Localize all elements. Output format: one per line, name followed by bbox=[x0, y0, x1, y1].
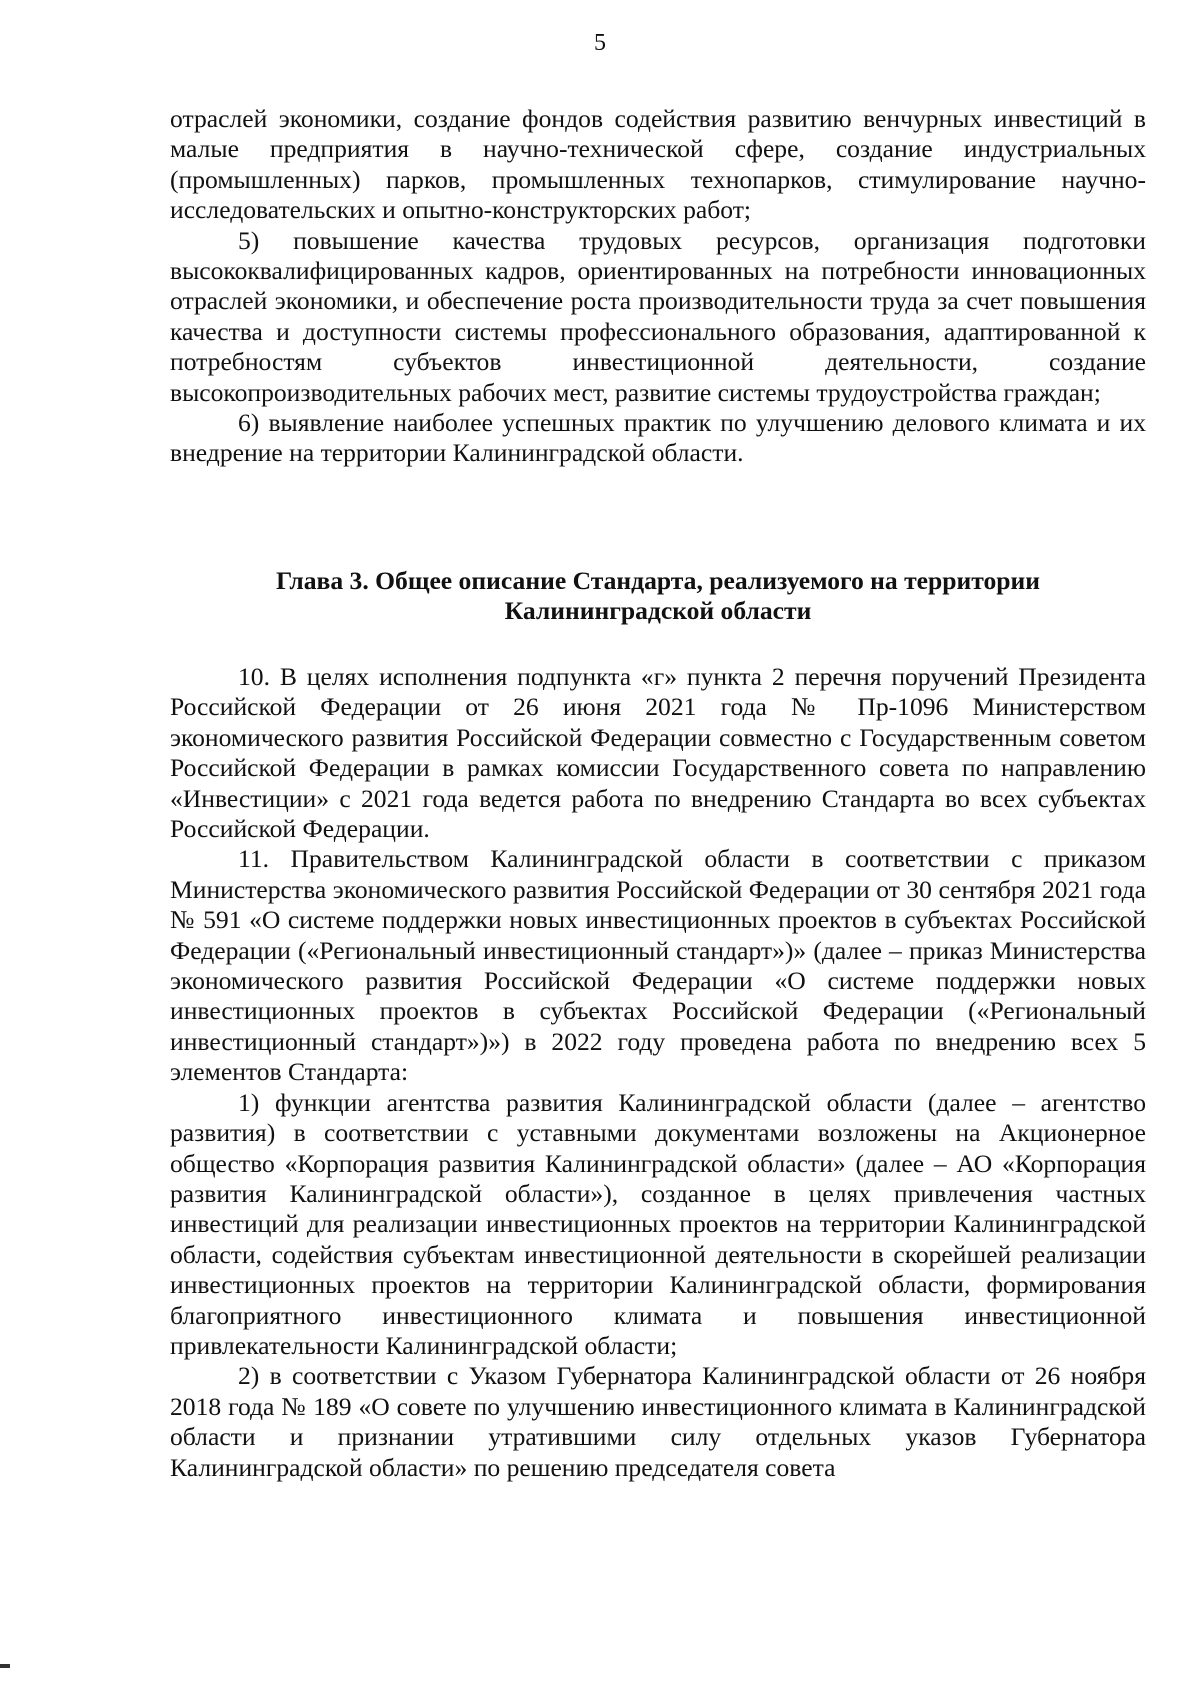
chapter-heading-line-2: Калининградской области bbox=[504, 596, 812, 626]
paragraph-clause-11: 11. Правительством Калининградской области в соответствии с приказом Министерства экономического развития Российской Федерации от 30 сентября 2021 года № 591 «О системе поддержки новых инвестиционных проектов в субъектах Российской Федерации («Региональный инвестиционный стандарт»)» (далее – приказ Министерства экономического развития Российской Федерации «О системе поддержки новых инвестиционных проектов в субъектах Российской Федерации («Региональный инвестиционный стандарт»)») в 2022 году проведена работа по внедрению всех 5 элементов Стандарта: bbox=[170, 844, 1146, 1087]
text-section-bottom bbox=[170, 662, 1146, 1483]
paragraph-subitem-1: 1) функции агентства развития Калининградской области (далее – агентство развития) в соответствии с уставными документами возложены на Акционерное общество «Корпорация развития Калининградской области» (далее – АО «Корпорация развития Калининградской области»), созданное в целях привлечения частных инвестиций для реализации инвестиционных проектов на территории Калининградской области, содействия субъектам инвестиционной деятельности в скорейшей реализации инвестиционных проектов на территории Калининградской области, формирования благоприятного инвестиционного климата и повышения инвестиционной привлекательности Калининградской области; bbox=[170, 1087, 1146, 1360]
page-number: 5 bbox=[594, 30, 606, 56]
chapter-heading-line-1: Глава 3. Общее описание Стандарта, реализуемого на территории bbox=[275, 566, 1041, 595]
text-section-top bbox=[170, 104, 1146, 469]
scan-margin-mark bbox=[0, 1664, 10, 1668]
paragraph-clause-10: 10. В целях исполнения подпункта «г» пункта 2 перечня поручений Президента Российской Федерации от 26 июня 2021 года № Пр-1096 Министерством экономического развития Российской Федерации совместно с Государственным советом Российской Федерации в рамках комиссии Государственного совета по направлению «Инвестиции» с 2021 года ведется работа по внедрению Стандарта во всех субъектах Российской Федерации. bbox=[170, 662, 1146, 844]
chapter-heading bbox=[170, 566, 1146, 627]
paragraph-item-6: 6) выявление наиболее успешных практик по улучшению делового климата и их внедрение на территории Калининградской области. bbox=[170, 408, 1146, 468]
paragraph-continuation: отраслей экономики, создание фондов содействия развитию венчурных инвестиций в малые предприятия в научно-технической сфере, создание индустриальных (промышленных) парков, промышленных технопарков, стимулирование научно-исследовательских и опытно-конструкторских работ; bbox=[170, 104, 1146, 225]
paragraph-subitem-2: 2) в соответствии с Указом Губернатора Калининградской области от 26 ноября 2018 года № 189 «О совете по улучшению инвестиционного климата в Калининградской области и признании утратившими силу отдельных указов Губернатора Калининградской области» по решению председателя совета bbox=[170, 1361, 1146, 1482]
paragraph-item-5: 5) повышение качества трудовых ресурсов, организация подготовки высококвалифицированных кадров, ориентированных на потребности инновационных отраслей экономики, и обеспечение роста производительности труда за счет повышения качества и доступности системы профессионального образования, адаптированной к потребностям субъектов инвестиционной деятельности, создание высокопроизводительных рабочих мест, развитие системы трудоустройства граждан; bbox=[170, 225, 1146, 407]
